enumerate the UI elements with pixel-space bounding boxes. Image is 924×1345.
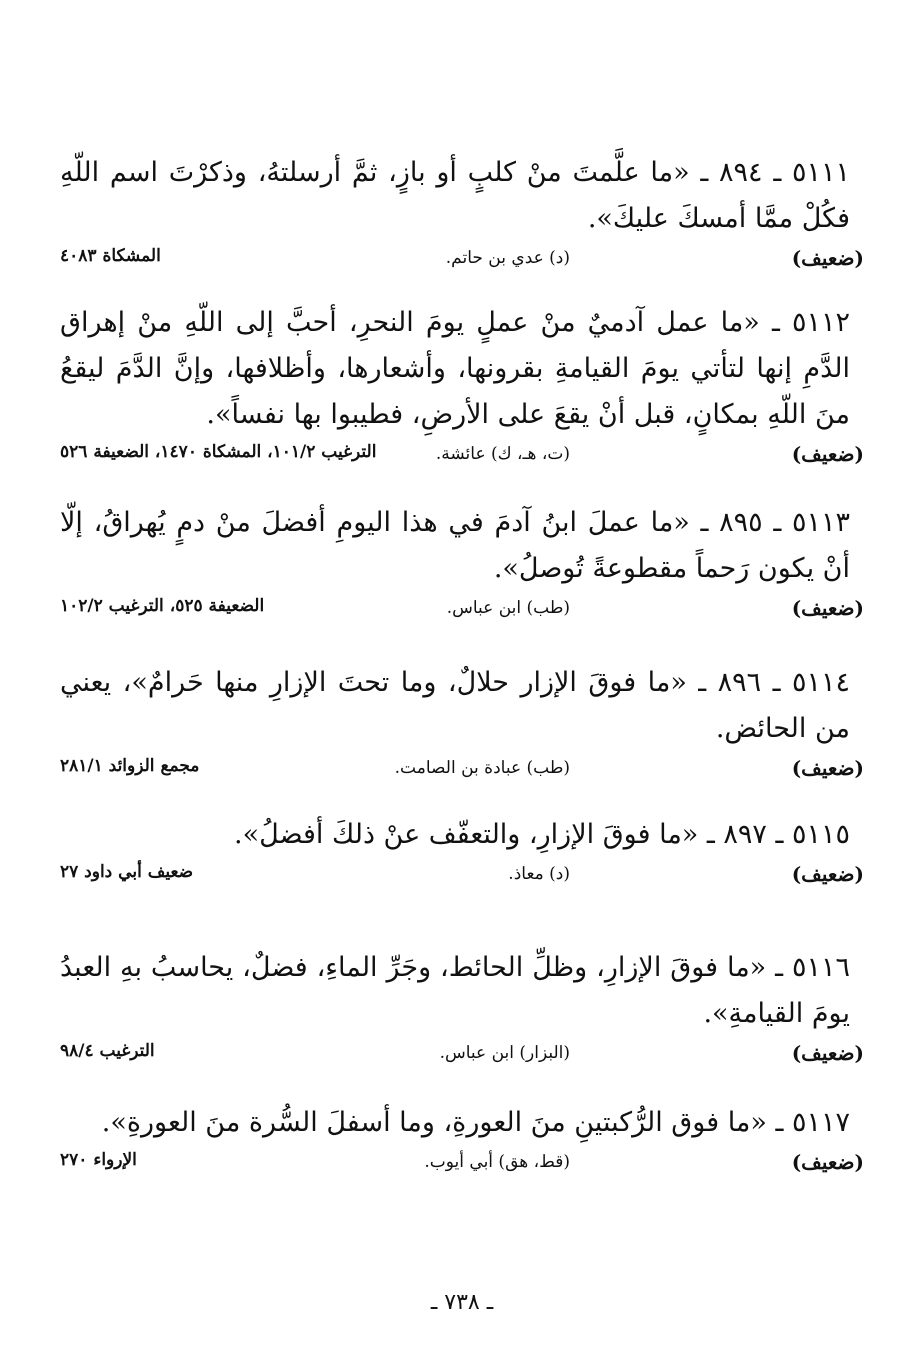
hadith-text: ٥١١١ ـ ٨٩٤ ـ «ما علَّمتَ منْ كلبٍ أو بازٍ، ثمَّ أرسلتهُ، وذكرْتَ اسم اللّهِ فكُلْ ممَّا أمسكَ عليكَ». — [60, 157, 850, 234]
hadith-entry-5111 — [60, 150, 864, 280]
references: الترغيب ٩٨/٤ — [60, 1041, 155, 1061]
hadith-entry-5116 — [60, 945, 864, 1075]
hadith-entry-5117 — [60, 1100, 864, 1184]
hadith-entry-5115 — [60, 812, 864, 896]
grade-label: (ضعيف) — [791, 862, 864, 886]
source-line — [60, 756, 864, 790]
source-line — [60, 1150, 864, 1184]
hadith-text: ٥١١٢ ـ «ما عمل آدميٌ منْ عملٍ يومَ النحرِ، أحبَّ إلى اللّهِ منْ إهراق الدَّمِ إنها لتأتي يومَ القيامةِ بقرونها، وأشعارها، وأظلافها، وإنَّ الدَّمَ ليقعُ منَ اللّهِ بمكانٍ، قبل أنْ يقعَ على الأرضِ، فطيبوا بها نفساً». — [60, 307, 850, 430]
narrator: (ت، هـ، ك) عائشة. — [435, 444, 570, 464]
page-number: ـ ٧٣٨ ـ — [430, 1290, 494, 1315]
grade-label: (ضعيف) — [791, 596, 864, 620]
hadith-text: ٥١١٣ ـ ٨٩٥ ـ «ما عملَ ابنُ آدمَ في هذا اليومِ أفضلَ منْ دمٍ يُهراقُ، إلّا أنْ يكون رَحماً مقطوعةً تُوصلُ». — [60, 507, 851, 584]
references: الترغيب ١٠١/٢، المشكاة ١٤٧٠، الضعيفة ٥٢٦ — [60, 442, 377, 462]
narrator: (طب) ابن عباس. — [446, 598, 570, 618]
source-line — [60, 596, 864, 630]
narrator: (البزار) ابن عباس. — [439, 1043, 570, 1063]
references: مجمع الزوائد ٢٨١/١ — [60, 756, 200, 776]
source-line — [60, 246, 864, 280]
references: المشكاة ٤٠٨٣ — [60, 246, 161, 266]
grade-label: (ضعيف) — [791, 442, 864, 466]
hadith-entry-5113 — [60, 500, 864, 630]
narrator: (طب) عبادة بن الصامت. — [394, 758, 570, 778]
narrator: (د) عدي بن حاتم. — [445, 248, 570, 268]
source-line — [60, 442, 864, 476]
hadith-text: ٥١١٧ ـ «ما فوق الرُّكبتينِ منَ العورةِ، وما أسفلَ السُّرة منَ العورةِ». — [101, 1107, 850, 1138]
references: الإرواء ٢٧٠ — [60, 1150, 137, 1170]
grade-label: (ضعيف) — [791, 246, 864, 270]
grade-label: (ضعيف) — [791, 1150, 864, 1174]
references: ضعيف أبي داود ٢٧ — [60, 862, 194, 882]
source-line — [60, 862, 864, 896]
hadith-text: ٥١١٦ ـ «ما فوقَ الإزارِ، وظلِّ الحائط، وجَرِّ الماءِ، فضلٌ، يحاسبُ بهِ العبدُ يومَ القيامةِ». — [60, 952, 850, 1029]
narrator: (د) معاذ. — [508, 864, 570, 884]
narrator: (قط، هق) أبي أيوب. — [424, 1152, 570, 1172]
source-line — [60, 1041, 864, 1075]
hadith-text: ٥١١٤ ـ ٨٩٦ ـ «ما فوقَ الإزار حلالٌ، وما تحتَ الإزارِ منها حَرامٌ»، يعني من الحائض. — [60, 667, 850, 744]
hadith-entry-5112 — [60, 300, 864, 476]
grade-label: (ضعيف) — [791, 756, 864, 780]
references: الضعيفة ٥٢٥، الترغيب ١٠٢/٢ — [60, 596, 265, 616]
grade-label: (ضعيف) — [791, 1041, 864, 1065]
hadith-entry-5114 — [60, 660, 864, 790]
hadith-text: ٥١١٥ ـ ٨٩٧ ـ «ما فوقَ الإزارِ، والتعفّف عنْ ذلكَ أفضلُ». — [234, 819, 850, 850]
